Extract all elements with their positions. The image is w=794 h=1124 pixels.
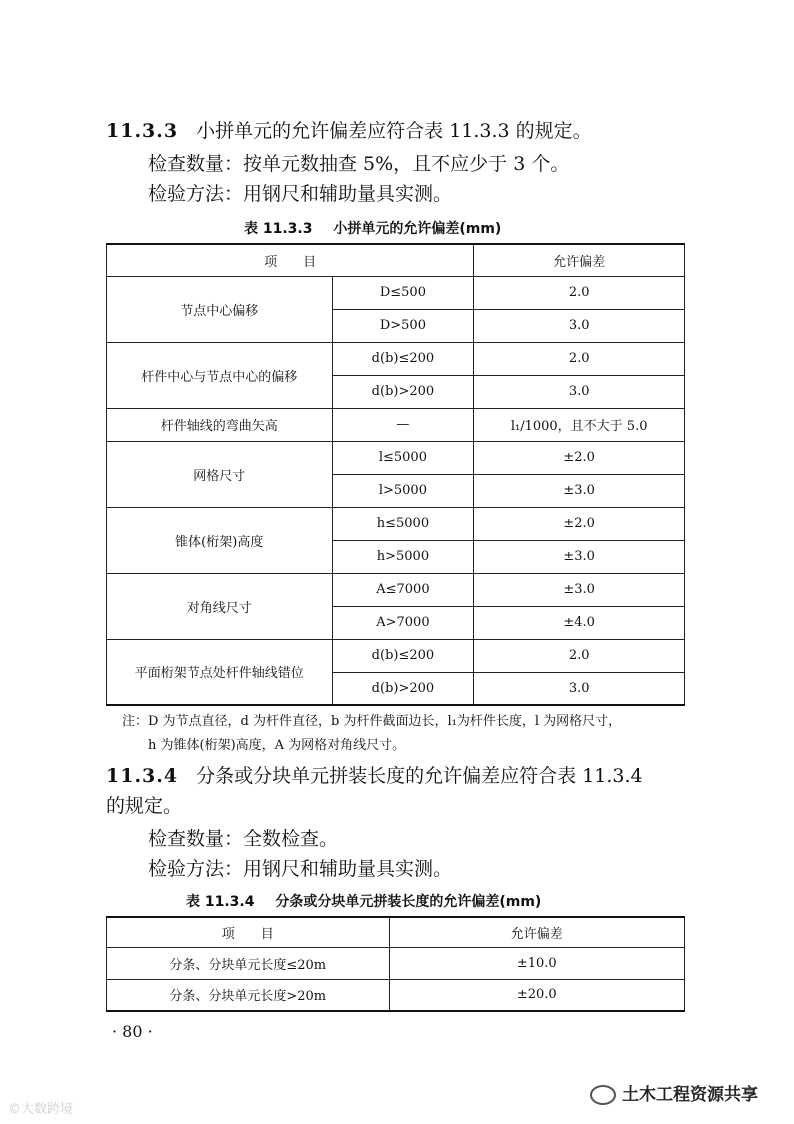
tolerance-table-11-3-3 <box>106 243 685 706</box>
tolerance-cell: ±2.0 <box>474 507 685 540</box>
section-number: 11.3.4 <box>106 765 179 787</box>
tolerance-cell: ±2.0 <box>474 441 685 474</box>
table-row <box>107 408 685 441</box>
condition-cell: h≤5000 <box>332 507 474 540</box>
condition-cell: d(b)>200 <box>332 375 474 408</box>
tolerance-cell: ±3.0 <box>474 573 685 606</box>
condition-cell: A≤7000 <box>332 573 474 606</box>
item-cell: 节点中心偏移 <box>107 276 333 342</box>
item-cell: 分条、分块单元长度≤20m <box>107 947 390 979</box>
condition-cell: d(b)≤200 <box>332 639 474 672</box>
item-cell: 网格尺寸 <box>107 441 333 507</box>
table-header-row <box>107 244 685 276</box>
condition-cell: — <box>332 408 474 441</box>
check-method: 检验方法：用钢尺和辅助量具实测。 <box>148 183 453 205</box>
tolerance-cell: 2.0 <box>474 276 685 309</box>
check-quantity: 检查数量：按单元数抽查 5%，且不应少于 3 个。 <box>148 153 570 175</box>
table-note-line-2: h 为锥体(桁架)高度，A 为网格对角线尺寸。 <box>148 738 406 753</box>
tolerance-cell: ±20.0 <box>389 979 685 1011</box>
section-text: 分条或分块单元拼装长度的允许偏差应符合表 11.3.4 <box>196 765 643 787</box>
tolerance-cell: l₁/1000，且不大于 5.0 <box>474 408 685 441</box>
tolerance-cell: 3.0 <box>474 672 685 705</box>
table-row <box>107 507 685 540</box>
table-note-line-1: 注：D 为节点直径，d 为杆件直径，b 为杆件截面边长，l₁为杆件长度，l 为网格尺寸， <box>122 714 622 729</box>
page-number: · 80 · <box>112 1022 153 1041</box>
tolerance-cell: 2.0 <box>474 639 685 672</box>
table-row <box>107 947 685 979</box>
header-item: 项 目 <box>107 917 390 947</box>
condition-cell: l>5000 <box>332 474 474 507</box>
header-item: 项 目 <box>107 244 474 276</box>
table-caption <box>244 218 501 238</box>
table-caption <box>186 891 541 911</box>
tolerance-cell: ±3.0 <box>474 540 685 573</box>
item-cell: 分条、分块单元长度>20m <box>107 979 390 1011</box>
item-cell: 平面桁架节点处杆件轴线错位 <box>107 639 333 705</box>
condition-cell: A>7000 <box>332 606 474 639</box>
wechat-icon <box>590 1085 616 1105</box>
section-11-3-3-heading <box>106 118 592 144</box>
table-number: 表 11.3.4 <box>186 894 255 910</box>
section-11-3-4-heading <box>106 763 643 789</box>
table-row <box>107 639 685 672</box>
tolerance-table-11-3-4 <box>106 916 685 1012</box>
tolerance-cell: ±4.0 <box>474 606 685 639</box>
tolerance-cell: 2.0 <box>474 342 685 375</box>
section-number: 11.3.3 <box>106 120 179 142</box>
header-tolerance: 允许偏差 <box>389 917 685 947</box>
tolerance-cell: ±10.0 <box>389 947 685 979</box>
watermark-left: ©大数跨境 <box>8 1102 74 1117</box>
table-title: 分条或分块单元拼装长度的允许偏差(mm) <box>275 894 542 910</box>
table-number: 表 11.3.3 <box>244 221 313 237</box>
table-row <box>107 573 685 606</box>
item-cell: 杆件轴线的弯曲矢高 <box>107 408 333 441</box>
condition-cell: d(b)>200 <box>332 672 474 705</box>
section-text-cont: 的规定。 <box>106 795 183 817</box>
table-row <box>107 441 685 474</box>
check-quantity: 检查数量：全数检查。 <box>148 828 339 850</box>
condition-cell: l≤5000 <box>332 441 474 474</box>
section-text: 小拼单元的允许偏差应符合表 11.3.3 的规定。 <box>196 120 592 142</box>
tolerance-cell: ±3.0 <box>474 474 685 507</box>
header-tolerance: 允许偏差 <box>474 244 685 276</box>
table-row <box>107 979 685 1011</box>
check-method: 检验方法：用钢尺和辅助量具实测。 <box>148 858 453 880</box>
table-row <box>107 342 685 375</box>
condition-cell: d(b)≤200 <box>332 342 474 375</box>
condition-cell: D>500 <box>332 309 474 342</box>
table-title: 小拼单元的允许偏差(mm) <box>333 221 502 237</box>
item-cell: 对角线尺寸 <box>107 573 333 639</box>
table-row <box>107 276 685 309</box>
tolerance-cell: 3.0 <box>474 309 685 342</box>
table-header-row <box>107 917 685 947</box>
condition-cell: h>5000 <box>332 540 474 573</box>
item-cell: 杆件中心与节点中心的偏移 <box>107 342 333 408</box>
tolerance-cell: 3.0 <box>474 375 685 408</box>
watermark-right <box>590 1080 758 1105</box>
watermark-right-text: 土木工程资源共享 <box>622 1085 758 1105</box>
item-cell: 锥体(桁架)高度 <box>107 507 333 573</box>
condition-cell: D≤500 <box>332 276 474 309</box>
